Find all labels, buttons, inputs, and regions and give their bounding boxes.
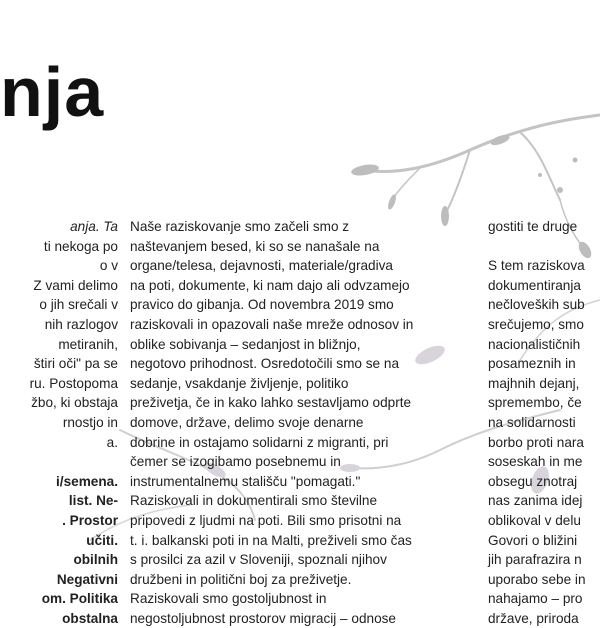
text-line: ti nekoga po (43, 238, 118, 254)
text-line: žbo, ki obstaja (31, 395, 118, 411)
text-line-bold: obilnih (73, 552, 118, 568)
text-line: nih razlogov (44, 316, 118, 332)
text-line: gostiti te druge (488, 219, 578, 234)
text-line: S tem raziskova (488, 258, 585, 274)
text-line: sedanje, vsakdanje življenje, politiko (130, 375, 349, 391)
text-line: nahajamo – pro (488, 591, 583, 607)
text-line: nečloveških sub (488, 297, 585, 313)
text-line: družbeni in politični boj za preživetje. (130, 571, 352, 587)
text-line: jih parafrazira n (488, 552, 582, 568)
text-line: metiranih, (58, 336, 118, 352)
text-line: Govori o bližini (488, 532, 578, 548)
text-line: Naše raziskovanje smo začeli smo z (130, 219, 350, 234)
text-line: Raziskovali in dokumentirali smo številne (130, 493, 378, 509)
text-line: dokumentiranja (488, 277, 581, 293)
text-line: t. i. balkanski poti in na Malti, preživeli smo čas (130, 532, 412, 548)
text-line: pravico do gibanja. Od novembra 2019 smo (130, 297, 394, 313)
text-line: pripovedi z ljudmi na poti. Bili smo prisotni na (130, 512, 402, 528)
text-line: na solidarnosti (488, 414, 576, 430)
text-line-bold: učiti. (86, 532, 118, 548)
text-line: raziskovali in opazovali naše mreže odnosov in (130, 316, 414, 332)
page-title: nja (0, 53, 105, 131)
text-line-bold: Negativni (56, 571, 118, 587)
text-line: posameznih in (488, 356, 576, 372)
text-line: Raziskovali smo gostoljubnost in (130, 591, 327, 607)
text-line: čemer se izogibamo posebnemu in (130, 454, 341, 470)
text-line: rnostjo in (62, 414, 118, 430)
text-line: instrumentalnemu stališču "pomagati." (130, 473, 361, 489)
middle-column (130, 217, 475, 628)
text-line-bold: . Prostor (62, 512, 118, 528)
text-line: s prosilci za azil v Sloveniji, spoznali njihov (130, 552, 387, 568)
text-line: na poti, dokumente, ki nam dajo ali odvzamejo (130, 277, 410, 293)
text-line: obsegu znotraj (488, 473, 578, 489)
text-line: srečujemo, smo (488, 316, 584, 332)
text-line: a. (106, 434, 118, 450)
text-line-bold: obstalna (62, 610, 118, 626)
text-line: borbo proti nara (488, 434, 584, 450)
text-line: soseskah in me (488, 454, 583, 470)
text-line: negotovo prihodnost. Osredotočili smo se na (130, 356, 400, 372)
right-column (488, 217, 600, 628)
text-line: negostoljubnost prostorov migracij – odnose (130, 610, 396, 626)
text-line: preživetja, če in kako lahko sestavljamo odprte (130, 395, 412, 411)
text-line: uporabo sebe in (488, 571, 586, 587)
text-line: oblikoval v delu (488, 512, 581, 528)
text-line: dobrine in ostajamo solidarni z migranti, pri (130, 434, 389, 450)
text-line: nas zanima idej (488, 493, 583, 509)
text-line: štiri oči" pa se (33, 356, 118, 372)
left-column (0, 217, 118, 628)
text-line-bold: list. Ne- (68, 493, 118, 509)
text-line: nacionalističnih (488, 336, 581, 352)
text-line: oblike sobivanja – sedanjost in bližnjo, (130, 336, 361, 352)
text-line-bold: i/semena. (56, 473, 118, 489)
text-line: domove, države, delimo svoje denarne (130, 414, 364, 430)
text-line: o jih srečali v (39, 297, 118, 313)
text-line: majhnih dejanj, (488, 375, 580, 391)
text-line: anja. Ta (70, 219, 118, 234)
text-line: naštevanjem besed, ki so se nanašale na (130, 238, 380, 254)
text-line-bold: om. Politika (41, 591, 118, 607)
text-line: o v (99, 258, 118, 274)
text-line: spremembo, če (488, 395, 582, 411)
text-line: ru. Postopoma (29, 375, 118, 391)
text-line: Z vami delimo (33, 277, 118, 293)
text-line: države, priroda (488, 610, 579, 626)
text-line: organe/telesa, dejavnosti, materiale/gradiva (130, 258, 393, 274)
